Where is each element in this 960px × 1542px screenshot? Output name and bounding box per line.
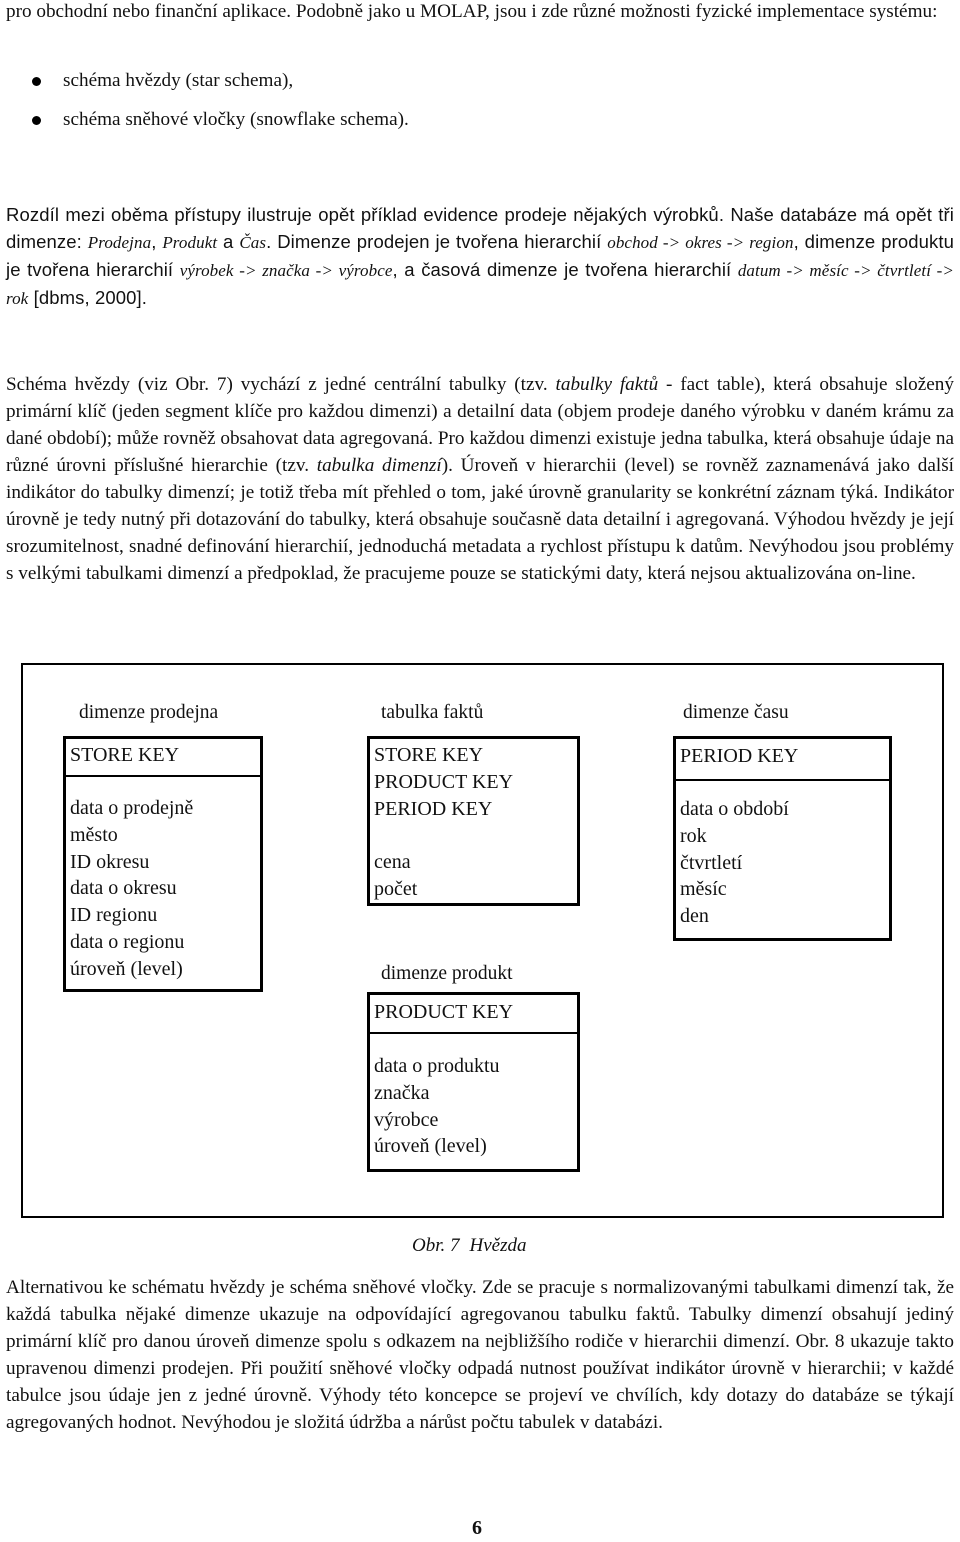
table-row: měsíc [680, 878, 727, 901]
table-row: data o regionu [70, 930, 185, 953]
table-row: data o produktu [374, 1055, 500, 1077]
fact-table [367, 736, 580, 906]
italic-run: Prodejna [87, 233, 152, 252]
text-run: ). Úroveň v hierarchii (level) se rovněž zaznamenává jako další indikátor do tabulky dimenzí; je totiž třeba mít přehled o tom, jaké úrovně granularity se konkrétní záznam týká. Indikátor úrovně je tedy nutný při dotazování do tabulky, která obsahuje současně data detailní i agregovaná. Výhodou hvězdy je její srozumitelnost, snadné definování hierarchií, jednoduchá metadata a rychlost přístupu k datům. Nevýhodou jsou problémy s velkými tabulkami dimenzí a předpoklad, že pracujeme pouze se statickými daty, která nejsou aktualizována on-line. [6, 455, 954, 584]
intro-paragraph: pro obchodní nebo finanční aplikace. Podobně jako u MOLAP, jsou i zde různé možnosti fyzické implementace systému: [6, 1, 938, 22]
fact-table-label: tabulka faktů [381, 702, 484, 723]
period-key: PERIOD KEY [680, 745, 799, 767]
italic-run: tabulka dimenzí [316, 455, 442, 476]
store-key: STORE KEY [70, 744, 180, 766]
page-number: 6 [472, 1517, 482, 1539]
paragraph-star-schema [6, 371, 954, 587]
italic-run: výrobek -> značka -> výrobce [179, 261, 393, 280]
product-key: PRODUCT KEY [374, 1001, 514, 1023]
fact-measures [374, 849, 417, 903]
italic-run: Produkt [162, 233, 218, 252]
product-dimension-table [367, 992, 580, 1172]
list-item-text: schéma sněhové vločky (snowflake schema). [63, 109, 409, 130]
table-row: rok [680, 824, 707, 847]
text-run: [dbms, 2000]. [28, 287, 147, 308]
time-dimension-table [673, 736, 892, 941]
list-item [6, 68, 954, 95]
table-divider [676, 779, 889, 781]
table-row: značka [374, 1081, 430, 1104]
table-row: počet [374, 877, 418, 900]
text-run: , [151, 231, 163, 252]
schema-list [6, 68, 954, 134]
table-divider [370, 1032, 577, 1034]
store-attributes [70, 795, 193, 983]
table-row: výrobce [374, 1108, 439, 1131]
text-run: . Dimenze prodejen je tvořena hierarchií [266, 231, 608, 252]
fact-key: STORE KEY [374, 744, 484, 766]
figure-title: Hvězda [469, 1235, 527, 1256]
bullet-icon [32, 77, 41, 86]
table-row: čtvrtletí [680, 851, 743, 874]
text-run: , dimenze produktu je tvořena hierarchií [6, 231, 954, 280]
paragraph-snowflake: Alternativou ke schématu hvězdy je schéma sněhové vločky. Zde se pracuje s normalizovanými tabulkami dimenzí tak, že každá tabulka nějaké dimenze ukazuje na odpovídající agregovanou tabulku faktů. Tabulky dimenzí obsahují jediný primární klíč pro danou úroveň dimenze spolu s odkazem na nejbližšího rodiče v hierarchii dimenzí. Obr. 8 ukazuje takto upravenou dimenzi prodejen. Při použití sněhové vločky odpadá nutnost používat indikátor úrovně v hierarchii; v každé tabulce jsou údaje jen z jedné úrovně. Výhody této koncepce se projeví ve chvílích, kdy dotazy do databáze se týkají agregovaných hodnot. Nevýhodou je složitá údržba a nárůst počtu tabulek v databázi. [6, 1277, 954, 1433]
text-run: a [217, 231, 240, 252]
text-run: Schéma hvězdy (viz Obr. 7) vychází z jedné centrální tabulky (tzv. [6, 374, 556, 395]
italic-run: tabulky faktů [555, 374, 659, 395]
store-dimension-label: dimenze prodejna [79, 702, 219, 723]
paragraph-dimensions [6, 201, 954, 312]
table-row: den [680, 905, 709, 928]
table-divider [66, 775, 260, 777]
figure-caption [412, 1233, 537, 1260]
italic-run: obchod -> okres -> region [607, 233, 794, 252]
text-run: Rozdíl mezi oběma přístupy ilustruje opět příklad evidence prodeje nějakých výrobků. Naše databáze má opět tři dimenze: [6, 204, 954, 252]
fact-keys [374, 742, 513, 822]
figure-number: Obr. 7 [412, 1235, 460, 1256]
product-dimension-label: dimenze produkt [381, 963, 513, 984]
time-dimension-label: dimenze času [683, 702, 789, 723]
bullet-icon [32, 116, 41, 125]
table-row: úroveň (level) [70, 957, 183, 980]
italic-run: datum -> měsíc -> čtvrtletí -> rok [6, 261, 955, 308]
table-row: úroveň (level) [374, 1135, 487, 1158]
product-attributes [374, 1053, 500, 1160]
time-attributes [680, 796, 789, 930]
table-row: data o okresu [70, 877, 177, 900]
list-item [6, 107, 954, 134]
table-row: cena [374, 851, 411, 873]
text-run: , a časová dimenze je tvořena hierarchií [392, 259, 738, 280]
fact-key: PERIOD KEY [374, 797, 493, 820]
table-row: ID regionu [70, 904, 158, 927]
table-row: ID okresu [70, 850, 150, 873]
table-row: data o období [680, 798, 789, 820]
table-row: město [70, 823, 118, 846]
table-row: data o prodejně [70, 797, 194, 819]
store-dimension-table [63, 736, 263, 992]
text-run: - fact table), která obsahuje složený primární klíč (jeden segment klíče pro každou dimenzi) a detailní data (objem prodeje daného výrobku v daném krámu za dané období); může rovněž obsahovat data agregovaná. Pro každou dimenzi existuje jedna tabulka, která obsahuje údaje na různé úrovni příslušné hierarchie (tzv. [6, 374, 954, 476]
list-item-text: schéma hvězdy (star schema), [63, 70, 294, 91]
star-schema-figure [21, 663, 944, 1218]
italic-run: Čas [239, 233, 267, 252]
fact-key: PRODUCT KEY [374, 770, 514, 793]
